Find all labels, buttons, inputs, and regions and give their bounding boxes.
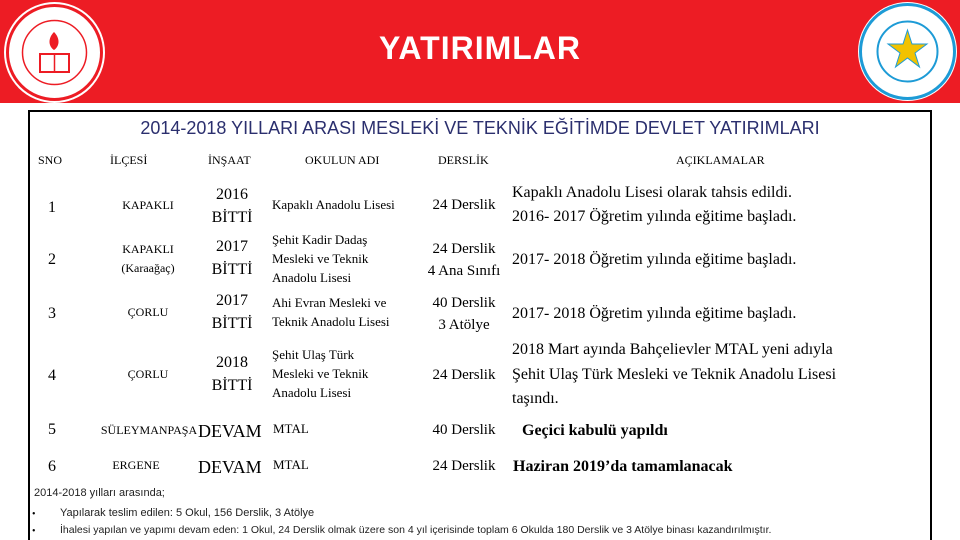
row-6-ilce: ERGENE	[112, 458, 160, 472]
row-5-ilce: SÜLEYMANPAŞA	[100, 423, 198, 437]
table-title: 2014-2018 YILLARI ARASI MESLEKİ VE TEKNİK EĞİTİMDE DEVLET YATIRIMLARI	[140, 118, 820, 138]
row-6-okul: MTAL	[273, 457, 309, 472]
row-2-ilce-sub: (Karaağaç)	[121, 261, 175, 275]
col-header-okul: OKULUN ADI	[305, 153, 380, 167]
row-4-aciklama-1: 2018 Mart ayında Bahçelievler MTAL yeni adıyla	[512, 341, 833, 358]
row-1-aciklama-2: 2016- 2017 Öğretim yılında eğitime başladı.	[512, 208, 797, 225]
row-2-okul-3: Anadolu Lisesi	[272, 270, 352, 285]
bullet-icon: •	[32, 509, 36, 520]
row-1-ilce: KAPAKLI	[122, 198, 174, 212]
row-5-sno: 5	[48, 421, 56, 438]
row-5-insaat: DEVAM	[198, 421, 262, 441]
col-header-derslik: DERSLİK	[438, 153, 489, 167]
row-6-sno: 6	[48, 458, 56, 475]
row-1-sno: 1	[48, 199, 56, 216]
col-header-sno: SNO	[38, 153, 63, 167]
bullet-icon: •	[32, 526, 36, 537]
row-4-okul-3: Anadolu Lisesi	[272, 385, 352, 400]
row-2-okul-2: Mesleki ve Teknik	[272, 251, 369, 266]
row-4-sno: 4	[48, 367, 56, 384]
row-2-derslik-2: 4 Ana Sınıfı	[427, 263, 501, 279]
row-4-insaat-year: 2018	[216, 354, 248, 371]
row-2-derslik-1: 24 Derslik	[432, 241, 496, 257]
row-4-insaat-status: BİTTİ	[211, 377, 253, 394]
row-5-derslik: 40 Derslik	[432, 422, 496, 438]
row-2-okul-1: Şehit Kadir Dadaş	[272, 232, 368, 247]
row-3-ilce: ÇORLU	[127, 305, 169, 319]
row-2-insaat-year: 2017	[216, 238, 248, 255]
row-2-sno: 2	[48, 251, 56, 268]
row-1-derslik: 24 Derslik	[432, 197, 496, 213]
row-3-derslik-2: 3 Atölye	[438, 317, 490, 333]
footer-intro: 2014-2018 yılları arasında;	[34, 487, 165, 499]
row-2-ilce: KAPAKLI	[122, 242, 174, 256]
row-5-aciklama: Geçici kabulü yapıldı	[522, 422, 668, 439]
col-header-insaat: İNŞAAT	[208, 153, 251, 167]
row-6-aciklama: Haziran 2019’da tamamlanacak	[513, 458, 733, 475]
row-6-derslik: 24 Derslik	[432, 458, 496, 474]
row-1-insaat-status: BİTTİ	[211, 209, 253, 226]
col-header-ilce: İLÇESİ	[110, 153, 148, 167]
row-3-okul-1: Ahi Evran Mesleki ve	[272, 295, 387, 310]
tekirdag-logo	[858, 2, 957, 101]
row-4-okul-1: Şehit Ulaş Türk	[272, 347, 355, 362]
row-2-aciklama: 2017- 2018 Öğretim yılında eğitime başladı.	[512, 251, 797, 268]
row-4-derslik: 24 Derslik	[432, 367, 496, 383]
row-1-insaat-year: 2016	[216, 186, 248, 203]
row-4-aciklama-3: taşındı.	[512, 390, 559, 407]
row-1-okul: Kapaklı Anadolu Lisesi	[272, 197, 395, 212]
page-title: YATIRIMLAR	[379, 30, 581, 66]
footer-item-2: İhalesi yapılan ve yapımı devam eden: 1 Okul, 24 Derslik olmak üzere son 4 yıl içerisinde toplam 6 Okulda 180 Derslik ve 3 Atölye binası kazandırılmıştır.	[60, 524, 772, 536]
row-3-aciklama: 2017- 2018 Öğretim yılında eğitime başladı.	[512, 305, 797, 322]
row-6-insaat: DEVAM	[198, 457, 262, 477]
row-4-aciklama-2: Şehit Ulaş Türk Mesleki ve Teknik Anadolu Lisesi	[512, 366, 837, 383]
row-3-sno: 3	[48, 305, 56, 322]
row-2-insaat-status: BİTTİ	[211, 261, 253, 278]
row-3-insaat-year: 2017	[216, 292, 248, 309]
row-4-ilce: ÇORLU	[127, 367, 169, 381]
row-5-okul: MTAL	[273, 421, 309, 436]
row-3-insaat-status: BİTTİ	[211, 315, 253, 332]
row-3-okul-2: Teknik Anadolu Lisesi	[272, 314, 390, 329]
row-4-okul-2: Mesleki ve Teknik	[272, 366, 369, 381]
row-1-aciklama-1: Kapaklı Anadolu Lisesi olarak tahsis edildi.	[512, 184, 792, 201]
footer-item-1: Yapılarak teslim edilen: 5 Okul, 156 Derslik, 3 Atölye	[60, 507, 315, 519]
meb-logo	[4, 2, 105, 103]
row-3-derslik-1: 40 Derslik	[432, 295, 496, 311]
col-header-aciklama: AÇIKLAMALAR	[676, 153, 765, 167]
